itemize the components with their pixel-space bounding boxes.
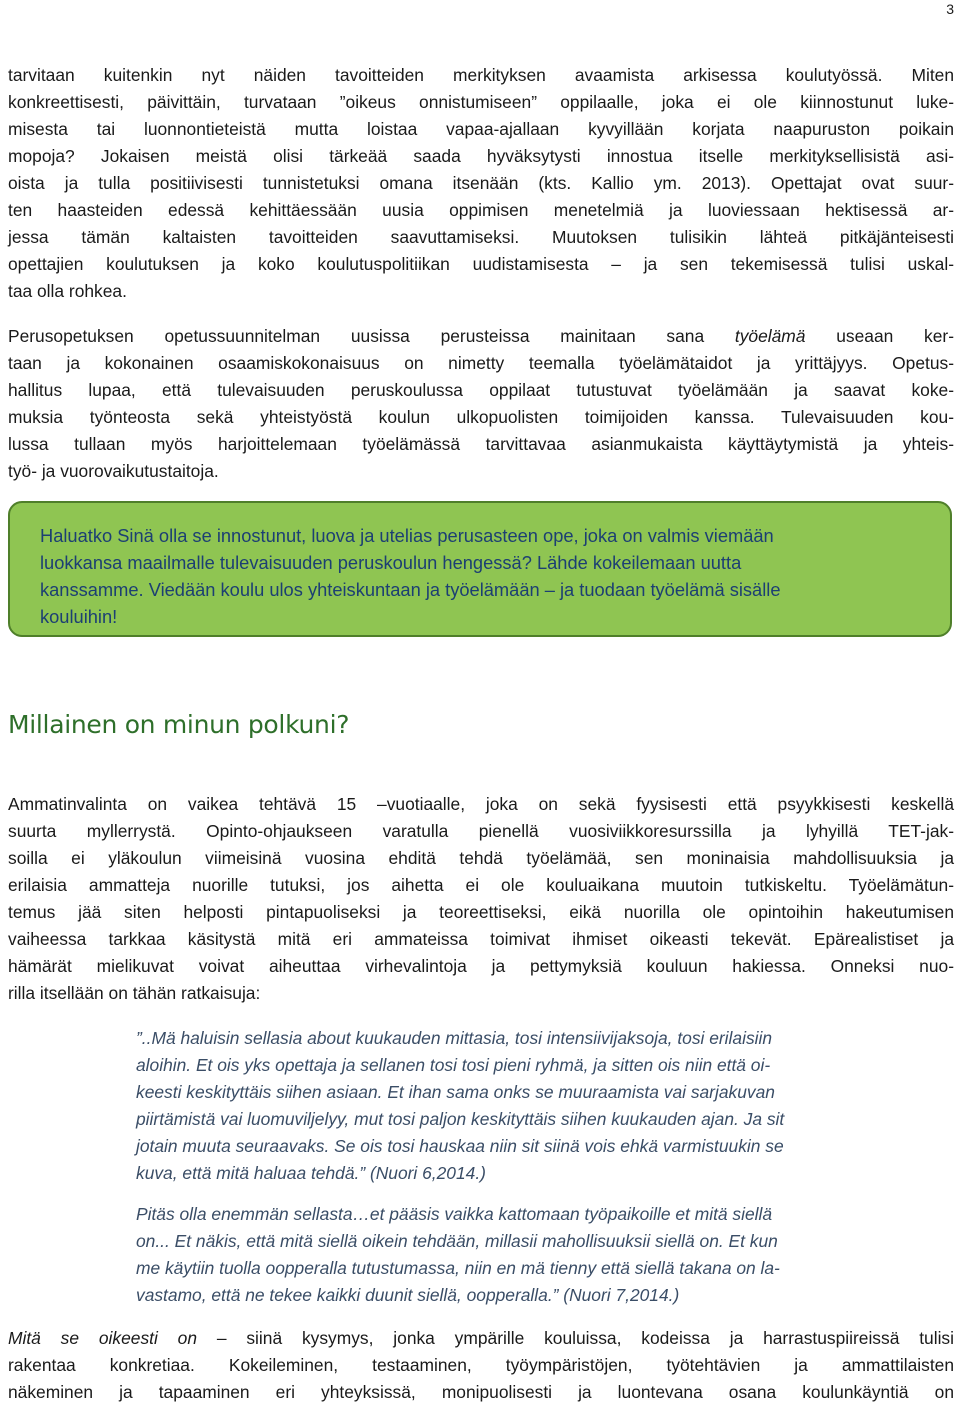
callout-line: kouluihin! (40, 606, 118, 627)
callout-text (40, 522, 920, 630)
quote-line: me käytiin tuolla oopperalla tutustumassa, niin en mä tienny että siellä takana on la- (136, 1258, 780, 1278)
quote-line: vastamo, että ne tekee kaikki duunit siellä, oopperalla.” (Nuori 7,2014.) (136, 1285, 680, 1305)
paragraph-1 (8, 62, 954, 305)
paragraph-line: oista ja tulla positiivisesti tunnistetuksi omana itsenään (kts. Kallio ym. 2013). Opettajat ovat suur- (8, 173, 954, 193)
quote-line: aloihin. Et ois yks opettaja ja sellanen tosi tosi pieni ryhmä, ja sitten ois niin että oi- (136, 1055, 771, 1075)
quote-line: on... Et näkis, että mitä siellä oikein tehdään, millasii mahollisuuksii siellä on. Et kun (136, 1231, 778, 1251)
paragraph-line: työ- ja vuorovaikutustaitoja. (8, 461, 219, 481)
paragraph-line: soilla ei yläkoulun viimeisinä vuosina ehditä tehdä työelämää, sen moninaisia mahdollisuuksia ja (8, 848, 954, 868)
paragraph-line: tarvitaan kuitenkin nyt näiden tavoitteiden merkityksen avaamista arkisessa koulutyössä. Miten (8, 65, 954, 85)
quote-line: keesti keskityttäis siihen asiaan. Et ihan sama onks se muuraamista vai sarjakuvan (136, 1082, 775, 1102)
paragraph-line: lussa tullaan myös harjoittelemaan työelämässä tarvittavaa asianmukaista käyttäytymistä ja yhteis- (8, 434, 954, 454)
paragraph-line (8, 1325, 954, 1352)
paragraph-3 (8, 791, 954, 1007)
paragraph-line: taa olla rohkea. (8, 281, 127, 301)
paragraph-line: temus jää siten helposti pintapuoliseksi ja teoreettiseksi, eikä nuorilla ole opintoihin hakeutumisen (8, 902, 954, 922)
paragraph-line: jessa tämän kaltaisten tavoitteiden saavuttamiseksi. Muutoksen tulisikin lähteä pitkäjänteisesti (8, 227, 954, 247)
paragraph-2 (8, 323, 954, 485)
paragraph-text: useaan ker- (805, 326, 955, 346)
quote-line: jotain muuta seuraavaks. Se ois tosi hauskaa niin sit siinä vois ehkä varmistuukin se (136, 1136, 784, 1156)
paragraph-line: taan ja kokonainen osaamiskokonaisuus on nimetty teemalla työelämätaidot ja yrittäjyys. Opetus- (8, 353, 954, 373)
paragraph-line: suurta myllerrystä. Opinto-ohjaukseen varatulla pienellä vuosiviikkoresurssilla ja lyhyillä TET-jak- (8, 821, 954, 841)
paragraph-line: rilla itsellään on tähän ratkaisuja: (8, 983, 261, 1003)
paragraph-line: Ammatinvalinta on vaikea tehtävä 15 –vuotiaalle, joka on sekä fyysisesti että psyykkisesti keskellä (8, 794, 954, 814)
quote-line: Pitäs olla enemmän sellasta…et pääsis vaikka kattomaan työpaikoille et mitä siellä (136, 1204, 773, 1224)
paragraph-4 (8, 1325, 954, 1406)
page-number: 3 (946, 1, 954, 17)
paragraph-line: erilaisia ammatteja nuorille tutuksi, jos aihetta ei ole kouluaikana muutoin tutkiskeltu. Työelämätun- (8, 875, 954, 895)
paragraph-line (8, 323, 954, 350)
quote-line: kuva, että mitä haluaa tehdä.” (Nuori 6,2014.) (136, 1163, 486, 1183)
quote-2 (136, 1201, 944, 1309)
paragraph-line: misesta tai luonnontieteistä mutta loistaa vapaa-ajallaan kyvyillään korjata naapuruston poikain (8, 119, 954, 139)
paragraph-line: opettajien koulutuksen ja koko koulutuspolitiikan uudistamisesta – ja sen tekemisessä tulisi uskal- (8, 254, 954, 274)
paragraph-line: näkeminen ja tapaaminen eri yhteyksissä, monipuolisesti ja luontevana osana koulunkäyntiä on (8, 1382, 954, 1402)
paragraph-line: rakentaa konkretiaa. Kokeileminen, testaaminen, työympäristöjen, työtehtävien ja ammattilaisten (8, 1355, 954, 1375)
paragraph-text: – siinä kysymys, jonka ympärille kouluissa, kodeissa ja harrastuspiireissä tulisi (197, 1328, 954, 1348)
paragraph-line: hallitus lupaa, että tulevaisuuden peruskoulussa oppilaat tutustuvat työelämään ja saavat koke- (8, 380, 954, 400)
paragraph-line: konkreettisesti, päivittäin, turvataan ”oikeus onnistumiseen” oppilaalle, joka ei ole kiinnostunut luke- (8, 92, 954, 112)
callout-line: Haluatko Sinä olla se innostunut, luova ja utelias perusasteen ope, joka on valmis viemään (40, 525, 774, 546)
paragraph-line: vaiheessa tarkkaa käsitystä mitä eri ammateissa toimivat ihmiset oikeasti tekevät. Epärealistiset ja (8, 929, 954, 949)
callout-line: kanssamme. Viedään koulu ulos yhteiskuntaan ja työelämään – ja tuodaan työelämä sisälle (40, 579, 781, 600)
paragraph-line: ten haasteiden edessä kehittäessään uusia oppimisen menetelmiä ja luoviessaan hektisessä ar- (8, 200, 954, 220)
quote-line: ”..Mä haluisin sellasia about kuukauden mittasia, tosi intensiivijaksoja, tosi erilaisiin (136, 1028, 773, 1048)
callout-line: luokkansa maailmalle tulevaisuuden peruskoulun hengessä? Lähde kokeilemaan uutta (40, 552, 742, 573)
quote-1 (136, 1025, 944, 1187)
emphasis-term: työelämä (734, 326, 806, 346)
section-heading: Millainen on minun polkuni? (8, 710, 350, 739)
quote-line: piirtämistä vai luomuviljelyy, mut tosi paljon keskityttäis siihen kuukauden ajan. Ja sit (136, 1109, 785, 1129)
paragraph-text: Perusopetuksen opetussuunnitelman uusissa perusteissa mainitaan sana (8, 326, 735, 346)
emphasis-phrase: Mitä se oikeesti on (8, 1328, 198, 1348)
paragraph-line: hämärät mielikuvat voivat aiheuttaa virhevalintoja ja pettymyksiä kouluun hakiessa. Onneksi nuo- (8, 956, 954, 976)
paragraph-line: mopoja? Jokaisen meistä olisi tärkeää saada hyväksytysti innostua itselle merkityksellisistä asi- (8, 146, 954, 166)
paragraph-line: muksia työnteosta sekä yhteistyöstä koulun ulkopuolisten toimijoiden kanssa. Tulevaisuuden kou- (8, 407, 954, 427)
